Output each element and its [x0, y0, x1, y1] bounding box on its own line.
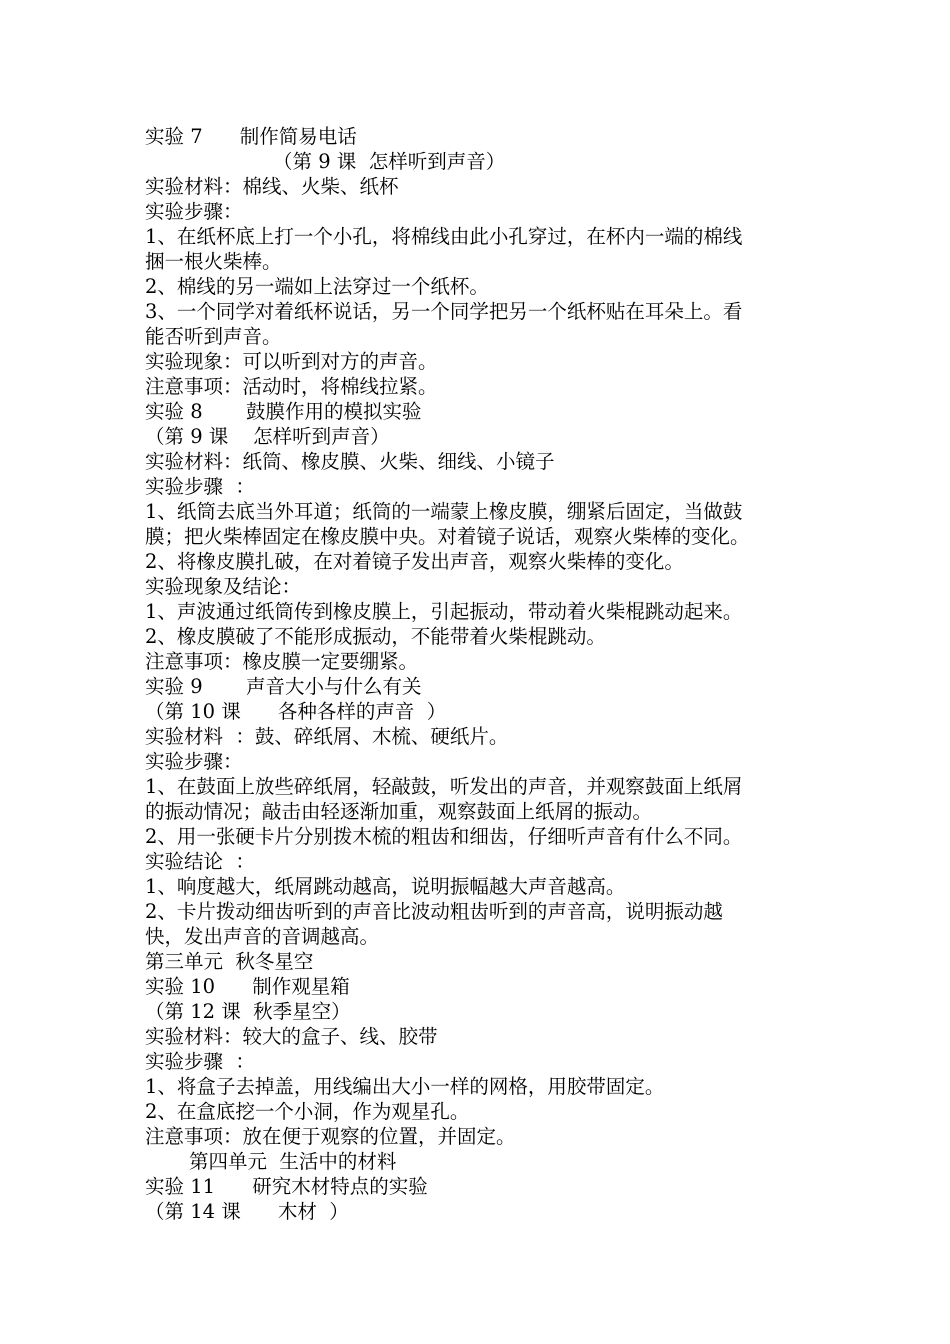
experiment-7-title: 实验 7 制作简易电话 — [145, 125, 357, 148]
experiment-9-step-1a: 1、在鼓面上放些碎纸屑，轻敲鼓，听发出的声音，并观察鼓面上纸屑 — [145, 775, 743, 798]
experiment-7-step-2: 2、棉线的另一端如上法穿过一个纸杯。 — [145, 275, 489, 298]
experiment-7-steps-heading: 实验步骤： — [145, 200, 243, 223]
experiment-10-title: 实验 10 制作观星箱 — [145, 975, 350, 998]
experiment-8-result-heading: 实验现象及结论： — [145, 575, 302, 598]
experiment-7-phenomenon: 实验现象：可以听到对方的声音。 — [145, 350, 438, 373]
experiment-8-step-1a: 1、纸筒去底当外耳道；纸筒的一端蒙上橡皮膜，绷紧后固定，当做鼓 — [145, 500, 743, 523]
experiment-8-notes: 注意事项：橡皮膜一定要绷紧。 — [145, 650, 419, 673]
experiment-7-step-1a: 1、在纸杯底上打一个小孔，将棉线由此小孔穿过，在杯内一端的棉线 — [145, 225, 743, 248]
experiment-10-materials: 实验材料：较大的盒子、线、胶带 — [145, 1025, 438, 1048]
experiment-7-step-3b: 能否听到声音。 — [145, 325, 282, 348]
experiment-10-lesson: （第 12 课 秋季星空） — [145, 1000, 351, 1023]
experiment-10-notes: 注意事项：放在便于观察的位置，并固定。 — [145, 1125, 516, 1148]
experiment-8-lesson: （第 9 课 怎样听到声音） — [145, 425, 390, 448]
experiment-10-step-1: 1、将盒子去掉盖，用线编出大小一样的网格，用胶带固定。 — [145, 1075, 665, 1098]
experiment-9-steps-heading: 实验步骤： — [145, 750, 243, 773]
experiment-7-step-3a: 3、一个同学对着纸杯说话，另一个同学把另一个纸杯贴在耳朵上。看 — [145, 300, 743, 323]
experiment-9-step-1b: 的振动情况；敲击由轻逐渐加重，观察鼓面上纸屑的振动。 — [145, 800, 653, 823]
experiment-7-notes: 注意事项：活动时，将棉线拉紧。 — [145, 375, 438, 398]
experiment-9-materials: 实验材料 ：鼓、碎纸屑、木梳、硬纸片。 — [145, 725, 509, 748]
experiment-9-lesson: （第 10 课 各种各样的声音 ） — [145, 700, 447, 723]
experiment-8-steps-heading: 实验步骤 ： — [145, 475, 255, 498]
experiment-11-title: 实验 11 研究木材特点的实验 — [145, 1175, 428, 1198]
experiment-8-result-2: 2、橡皮膜破了不能形成振动，不能带着火柴棍跳动。 — [145, 625, 606, 648]
experiment-11-lesson: （第 14 课 木材 ） — [145, 1200, 349, 1223]
experiment-9-step-2: 2、用一张硬卡片分别拨木梳的粗齿和细齿，仔细听声音有什么不同。 — [145, 825, 743, 848]
experiment-8-step-2: 2、将橡皮膜扎破，在对着镜子发出声音，观察火柴棒的变化。 — [145, 550, 684, 573]
experiment-10-step-2: 2、在盒底挖一个小洞，作为观星孔。 — [145, 1100, 470, 1123]
experiment-9-conclusion-2b: 快，发出声音的音调越高。 — [145, 925, 380, 948]
experiment-7-step-1b: 捆一根火柴棒。 — [145, 250, 282, 273]
experiment-7-lesson: （第 9 课 怎样听到声音） — [273, 150, 506, 173]
experiment-8-title: 实验 8 鼓膜作用的模拟实验 — [145, 400, 422, 423]
experiment-9-title: 实验 9 声音大小与什么有关 — [145, 675, 422, 698]
experiment-7-materials: 实验材料：棉线、火柴、纸杯 — [145, 175, 399, 198]
experiment-8-materials: 实验材料：纸筒、橡皮膜、火柴、细线、小镜子 — [145, 450, 555, 473]
experiment-9-conclusion-2a: 2、卡片拨动细齿听到的声音比波动粗齿听到的声音高，说明振动越 — [145, 900, 723, 923]
experiment-8-result-1: 1、声波通过纸筒传到橡皮膜上，引起振动，带动着火柴棍跳动起来。 — [145, 600, 743, 623]
experiment-9-conclusion-heading: 实验结论 ： — [145, 850, 255, 873]
experiment-8-step-1b: 膜；把火柴棒固定在橡皮膜中央。对着镜子说话，观察火柴棒的变化。 — [145, 525, 750, 548]
experiment-10-steps-heading: 实验步骤 ： — [145, 1050, 255, 1073]
unit-3-heading: 第三单元 秋冬星空 — [145, 950, 314, 973]
experiment-9-conclusion-1: 1、响度越大，纸屑跳动越高，说明振幅越大声音越高。 — [145, 875, 626, 898]
unit-4-heading: 第四单元 生活中的材料 — [189, 1150, 397, 1173]
document-body — [145, 124, 825, 1224]
